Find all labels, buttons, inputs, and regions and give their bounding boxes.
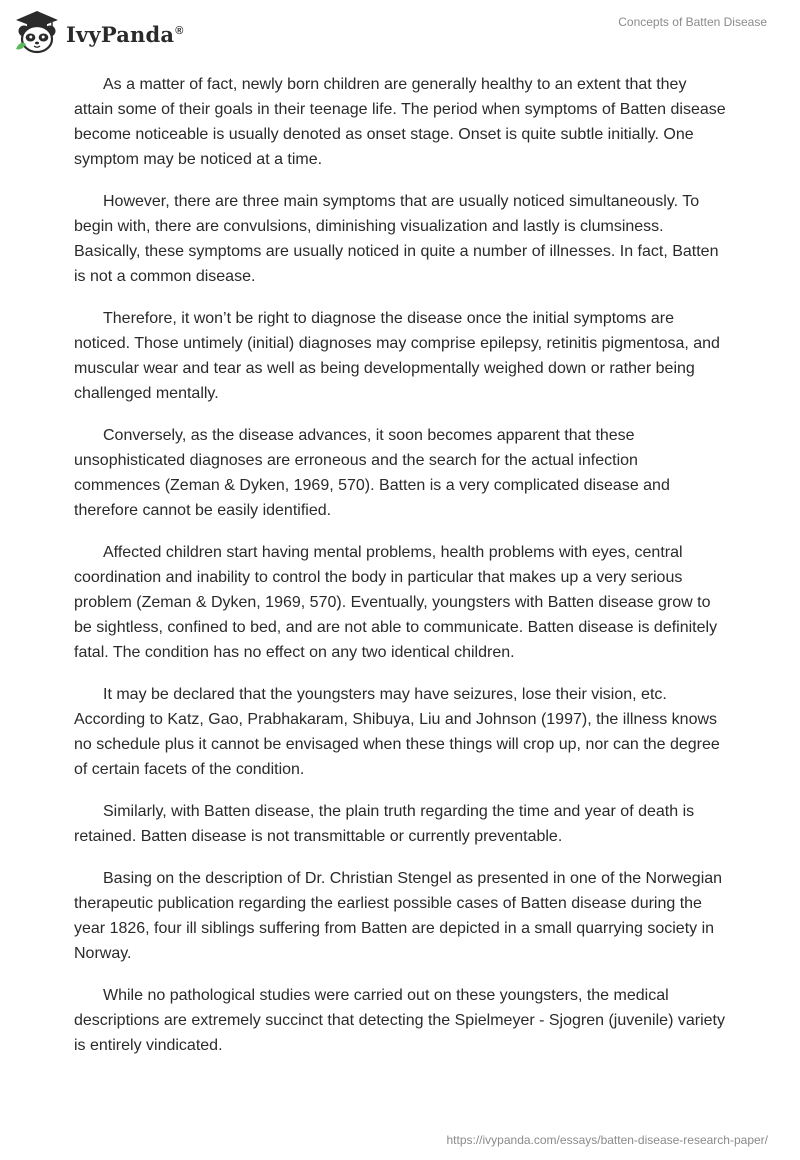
panda-graduate-icon <box>14 9 60 55</box>
essay-body <box>74 72 726 1075</box>
paragraph: Therefore, it won’t be right to diagnose the disease once the initial symptoms are noticed. Those untimely (initial) diagnoses may comprise epilepsy, retinitis pigmentosa, and muscular wear and tear as well as being developmentally weighed down or rather being challenged mentally. <box>74 310 720 402</box>
document-title: Concepts of Batten Disease <box>618 15 767 29</box>
paragraph: Conversely, as the disease advances, it soon becomes apparent that these unsophisticated diagnoses are erroneous and the search for the actual infection commences (Zeman & Dyken, 1969, 570). Batten is a very complicated disease and therefore cannot be easily identified. <box>74 427 670 519</box>
page-header <box>0 0 800 64</box>
source-url[interactable]: https://ivypanda.com/essays/batten-disease-research-paper/ <box>446 1133 768 1147</box>
logo-wordmark: IvyPanda® <box>66 21 184 47</box>
paragraph: Basing on the description of Dr. Christian Stengel as presented in one of the Norwegian therapeutic publication regarding the earliest possible cases of Batten disease during the year 1826, four ill siblings suffering from Batten are depicted in a small quarrying society in Norway. <box>74 870 723 962</box>
ivypanda-logo[interactable] <box>14 8 184 56</box>
paragraph: While no pathological studies were carried out on these youngsters, the medical descriptions are extremely succinct that detecting the Spielmeyer - Sjogren (juvenile) variety is entirely vindicated. <box>74 987 725 1054</box>
paragraph: As a matter of fact, newly born children are generally healthy to an extent that they attain some of their goals in their teenage life. The period when symptoms of Batten disease become noticeable is usually denoted as onset stage. Onset is quite subtle initially. One symptom may be noticed at a time. <box>74 76 726 168</box>
paragraph: However, there are three main symptoms that are usually noticed simultaneously. To begin with, there are convulsions, diminishing visualization and lastly is clumsiness. Basically, these symptoms are usually noticed in quite a number of illnesses. In fact, Batten is not a common disease. <box>74 193 719 285</box>
paragraph: Similarly, with Batten disease, the plain truth regarding the time and year of death is retained. Batten disease is not transmittable or currently preventable. <box>74 803 695 845</box>
paragraph: It may be declared that the youngsters may have seizures, lose their vision, etc. According to Katz, Gao, Prabhakaram, Shibuya, Liu and Johnson (1997), the illness knows no schedule plus it cannot be envisaged when these things will crop up, nor can the degree of certain facets of the condition. <box>74 686 720 778</box>
paragraph: Affected children start having mental problems, health problems with eyes, central coordination and inability to control the body in particular that makes up a very serious problem (Zeman & Dyken, 1969, 570). Eventually, youngsters with Batten disease grow to be sightless, confined to bed, and are not able to communicate. Batten disease is definitely fatal. The condition has no effect on any two identical children. <box>74 544 718 661</box>
